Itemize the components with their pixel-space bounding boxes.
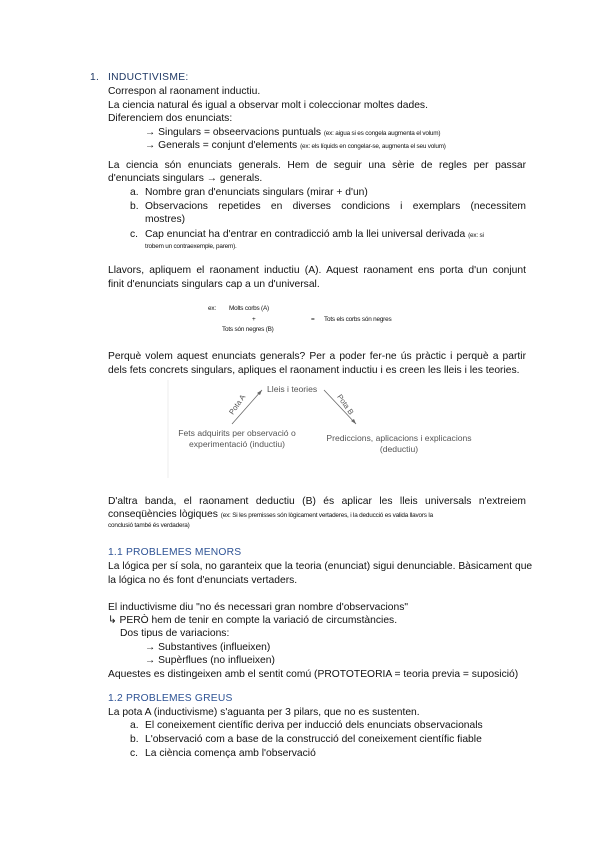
example-plus: +: [252, 316, 256, 323]
paragraph-line: [108, 508, 433, 522]
list-marker: a.: [130, 720, 139, 731]
paragraph-line: Llavors, apliquem el raonament inductiu (A). Aquest raonament ens porta d'un conjunt: [108, 265, 526, 276]
list-item: [145, 228, 526, 242]
but-line: ↳ PERÒ hem de tenir en compte la variació de circumstàncies.: [108, 615, 398, 626]
paragraph-line: La lógica per sí sola, no garanteix que la teoria (enunciat) sigui denunciable. Bàsicament que: [108, 561, 533, 572]
list-item: El coneixement científic deriva per inducció dels enunciats observacionals: [145, 720, 483, 731]
example-note: (ex: els líquids en congelar-se, augmenta el seu volum): [300, 143, 446, 150]
list-marker: c.: [130, 229, 139, 240]
example-prefix: ex:: [208, 305, 216, 312]
list-item: Observacions repetides en diverses condicions i exemplars (necessitem: [145, 201, 526, 212]
list-item: La ciència comença amb l'observació: [145, 748, 316, 759]
paragraph-line: la lógica no és font d'enunciats vertaders.: [108, 575, 298, 586]
paragraph-line: D'altra banda, el raonament deductiu (B) és aplicar les lleis universals n'extreiem: [108, 496, 526, 507]
arrow-item-text: → Singulars = obseervacions puntuals: [145, 127, 324, 138]
arrow-item-text: → Generals = conjunt d'elements: [145, 140, 301, 151]
paragraph-line: finit d'enunciats singulars cap a un d'universal.: [108, 279, 320, 290]
text-line: Correspon al raonament inductiu.: [108, 86, 261, 97]
list-item-cont: trobem un contraexemple, parem).: [145, 243, 237, 250]
pota-b-label: Pota B: [335, 392, 356, 417]
list-marker: b.: [130, 201, 139, 212]
example-line1: Molts corbs (A): [229, 305, 269, 312]
arrow-item: → Supèrflues (no influeixen): [145, 655, 275, 666]
example-note-cont: conclusió també és verdadera): [108, 522, 190, 529]
arrow-item-singulars: [145, 126, 440, 140]
paragraph-line: Aquestes es distingeixen amb el sentit comú (PROTOTEORIA = teoria previa = suposició): [108, 669, 519, 680]
example-note: (ex: aigua si es congela augmenta el volum): [323, 130, 441, 137]
subsection-title: 1.2 PROBLEMES GREUS: [108, 693, 233, 704]
text-line: La ciencia natural és igual a observar molt i coleccionar moltes dades.: [108, 100, 428, 111]
section-title: INDUCTIVISME:: [108, 72, 189, 83]
diagram-left-label: [172, 428, 302, 450]
paragraph-line: Perquè volem aquest enunciats generals? Per a poder fer-ne ús pràctic i perquè a partir: [108, 351, 526, 362]
diagram-top-label: Lleis i teories: [267, 384, 318, 394]
arrow-item-generals: [145, 139, 446, 153]
example-equals: =: [311, 316, 315, 323]
list-item: Nombre gran d'enunciats singulars (mirar + d'un): [145, 187, 368, 198]
example-line2: Tots són negres (B): [222, 326, 274, 333]
example-note: (ex: Si les premisses són lògicament vertaderes, i la deducció es valida llavors la: [220, 512, 433, 519]
subsection-title: 1.1 PROBLEMES MENORS: [108, 547, 242, 558]
paragraph-line: d'enunciats singulars → generals.: [108, 173, 263, 184]
list-marker: a.: [130, 187, 139, 198]
quote-line: El inductivisme diu "no és necessari gran nombre d'observacions": [108, 602, 409, 613]
diagram-right-line: Prediccions, aplicacions i explicacions: [326, 433, 472, 443]
arrow-item: → Substantives (influeixen): [145, 642, 271, 653]
list-marker: c.: [130, 748, 139, 759]
diagram-left-line: experimentació (inductiu): [188, 439, 285, 449]
paragraph-text: conseqüències lògiques: [108, 509, 221, 520]
text-line: Diferenciem dos enunciats:: [108, 113, 233, 124]
list-marker: b.: [130, 734, 139, 745]
diagram-left-line: Fets adquirits per observació o: [178, 428, 296, 438]
pota-a-label: Pota A: [227, 392, 248, 417]
diagram-right-line: (deductiu): [379, 444, 419, 454]
list-item-text: Cap enunciat ha d'entrar en contradicció amb la llei universal derivada: [145, 229, 469, 240]
list-item-cont: mostres): [145, 214, 186, 225]
diagram-right-label: [324, 433, 474, 455]
example-note: (ex: si: [468, 232, 484, 239]
paragraph-line: La ciencia són enunciats generals. Hem de seguir una sèrie de regles per passar: [108, 160, 526, 171]
types-label: Dos tipus de variacions:: [120, 628, 230, 639]
paragraph-line: La pota A (inductivisme) s'aguanta per 3 pilars, que no es sustenten.: [108, 707, 420, 718]
list-item: L'observació com a base de la construcció del coneixement científic fiable: [145, 734, 482, 745]
example-result: Tots els corbs són negres: [324, 316, 392, 323]
section-number: 1.: [90, 72, 100, 83]
paragraph-line: dels fets concrets singulars, apliques el raonament inductiu i es creen les lleis i les teories.: [108, 365, 520, 376]
induction-deduction-diagram: [164, 380, 472, 484]
